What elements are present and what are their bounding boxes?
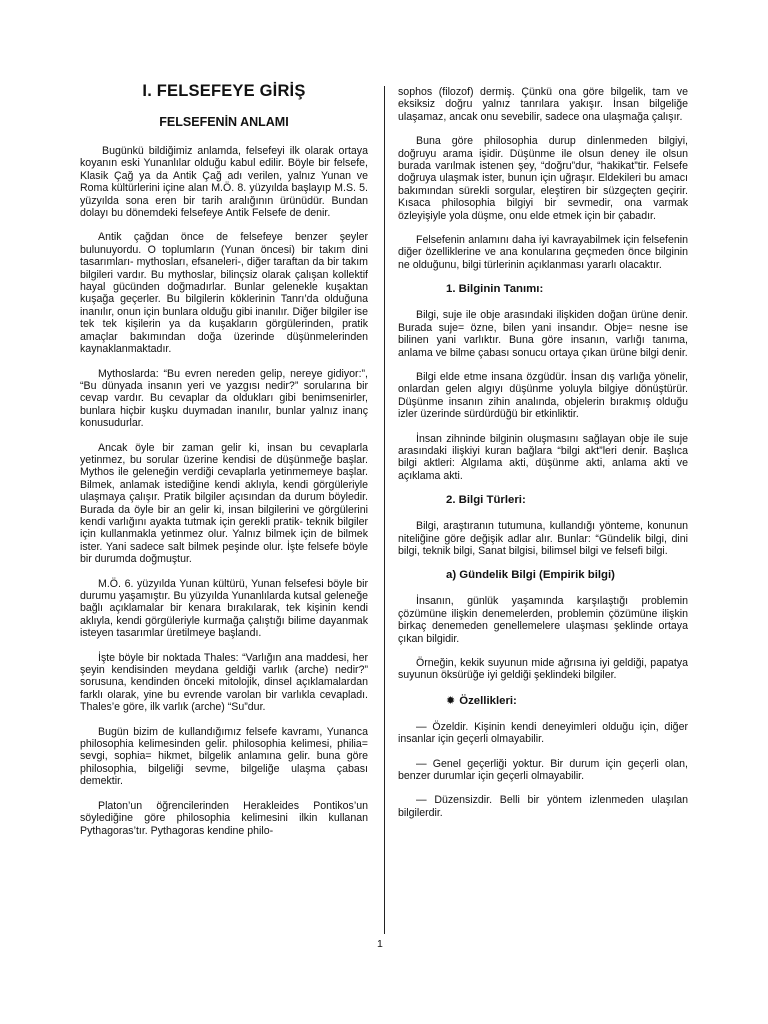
features-heading-label: Özellikleri: bbox=[459, 694, 517, 707]
paragraph: Platon’un öğrencilerinden Herakleides Pontikos’un söylediğine göre philosophia kelimesini ilkin kullanan Pythagoras’tır. Pythagoras kendine philo- bbox=[80, 799, 368, 837]
paragraph: İşte böyle bir noktada Thales: “Varlığın ana maddesi, her şeyin kendisinden meydana geldiği varlık (arche) nedir?” sorusuna, kendinden önceki mitolojik, dinsel açıklamalardan farklı olarak, yine bu evrende varolan bir varlıkla cevapladı. Thales’e göre, ilk varlık (arche) “Su”dur. bbox=[80, 651, 368, 714]
section-title: FELSEFENİN ANLAMI bbox=[159, 115, 289, 129]
feature-item: — Genel geçerliği yoktur. Bir durum için geçerli olan, benzer durumlar için geçerli olmayabilir. bbox=[398, 757, 688, 783]
paragraph: Mythoslarda: “Bu evren nereden gelip, nereye gidiyor:”, “Bu dünyada insanın yeri ve yazgısı nedir?” sorularına bir cevap vardır. Bu cevaplar da oldukları gibi benimsenirler, bunlara hiçbir kuşku duymadan inanılır, bunlar yalnız inanç konusudurlar. bbox=[80, 367, 368, 430]
heading-gundelik-bilgi: a) Gündelik Bilgi (Empirik bilgi) bbox=[446, 569, 615, 582]
chapter-title: I. FELSEFEYE GİRİŞ bbox=[142, 82, 306, 100]
paragraph: İnsanın, günlük yaşamında karşılaştığı problemin çözümüne ilişkin denemelerden, problemin çözümüne ilişkin birkaç denemeden genellemelere ulaşması şeklinde ortaya çıkan bilgidir. bbox=[398, 595, 688, 645]
paragraph: Bilgi, suje ile obje arasındaki ilişkiden doğan ürüne denir. Burada suje= özne, bilen yani insandır. Obje= nesne ise bilinen yani varlıktır. Buna göre insanın, varlığı tanıma, anlama ve bilme çabası sonucu ortaya çıkan ürüne bilgi denir. bbox=[398, 309, 688, 359]
paragraph: Buna göre philosophia durup dinlenmeden bilgiyi, doğruyu arama işidir. Düşünme ile olsun deney ile olsun burada varılmak istenen şey, “doğru”dur, “hakikat”tir. Felsefe doğruya ulaşmak ister, bunun için uğraşır. Eldekileri bu amacı bakımından sürekli sorgular, eleştiren bir süzgeçten geçirir. Kısaca philosophia bilgiyi bir sevmedir, ona varmak özleyişiyle yola düşme, onu elde etmek için bir çabadır. bbox=[398, 135, 688, 222]
paragraph: Örneğin, kekik suyunun mide ağrısına iyi geldiği, papatya suyunun öksürüğe iyi geldiği şeklindeki bilgiler. bbox=[398, 657, 688, 682]
heading-bilginin-tanimi: 1. Bilginin Tanımı: bbox=[446, 283, 544, 296]
paragraph: Bugünkü bildiğimiz anlamda, felsefeyi ilk olarak ortaya koyanın eski Yunanlılar olduğu kabul edilir. Böyle bir felsefe, Klasik Çağ ya da Antik Çağ adı verilen, yalnız Yunan ve Roma kültürlerini içine alan M.Ö. 8. yüzyılda başlayıp M.S. 5. yüzyılda sona eren bir tarih aralığının ürünüdür. Bundan dolayı bu dönemdeki felsefeye Antik Felsefe de denir. bbox=[80, 145, 368, 220]
paragraph: İnsan zihninde bilginin oluşmasını sağlayan obje ile suje arasındaki ilişkiyi kuran bağlara “bilgi akt”leri denir. Başlıca bilgi aktleri: Algılama akti, düşünme akti, anlama akti ve açıklama akti. bbox=[398, 432, 688, 482]
paragraph: Felsefenin anlamını daha iyi kavrayabilmek için felsefenin diğer özelliklerine ve ana konularına geçmeden önce bilginin ne olduğunu, bilgi türlerinin açıklanması yararlı olacaktır. bbox=[398, 234, 688, 271]
page-number: 1 bbox=[377, 938, 383, 950]
paragraph: Ancak öyle bir zaman gelir ki, insan bu cevaplarla yetinmez, bu sorular üzerine kendisi de düşünmeğe başlar. Mythos ile geleneğin verdiği cevaplarla yetinmemeye başlar. Bilmek, anlamak istediğine kendi aklıyla, kendi görgüleriyle ulaşmaya çalışır. Pratik bilgiler açısından da durum böyledir. Burada da öyle bir an gelir ki, insan bilgilerini ve görgülerini kendi varlığını ayakta tutmak için gerekli pratik- teknik bilgiler için kullanmakla yetinmez olur. Yalnız bilmek için de bilmek ister. Yani sadece salt bilmek peşinde olur. İşte felsefe böyle bir durumda doğmuştur. bbox=[80, 441, 368, 566]
asterisk-icon: ✹ bbox=[446, 694, 456, 707]
column-divider bbox=[384, 86, 385, 934]
paragraph: M.Ö. 6. yüzyılda Yunan kültürü, Yunan felsefesi böyle bir durumu yaşamıştır. Bu yüzyılda Yunanlılarda kutsal geleneğe bağlı açıklamalar bir kenara bırakılarak, tek kişinin kendi aklıyla, kendi görgüleriyle kurmağa çalıştığı bilime dayanmak isteyen tasarımlar üretilmeye başlandı. bbox=[80, 577, 368, 640]
left-column bbox=[80, 82, 368, 849]
paragraph: Bilgi elde etme insana özgüdür. İnsan dış varlığa yönelir, onlardan gelen algıyı düşünme yoluyla bilgiye dönüştürür. Düşünme insanın zihin analında, objelerin bırakmış olduğu izler üzerinde sürdürdüğü bir etkinliktir. bbox=[398, 370, 688, 421]
heading-bilgi-turleri: 2. Bilgi Türleri: bbox=[446, 494, 526, 507]
paragraph-continuation: sophos (filozof) dermiş. Çünkü ona göre bilgelik, tam ve eksiksiz doğru yalnız tanrılara yakışır. İnsan bilgeliğe ulaşamaz, ancak onu sevebilir, sadece ona ulaşmağa çalışır. bbox=[398, 86, 688, 123]
paragraph: Antik çağdan önce de felsefeye benzer şeyler bulunuyordu. O toplumların (Yunan öncesi) bir takım dini tasarımları- mythosları, efsaneleri-, diğer taraftan da bir takım bilgileri vardır. Bu mythoslar, bilinçsiz olarak çalışan kollektif hayal gücünden doğmadırlar. Bunlar gelenekle kuşaktan kuşağa geçerler. Bu bilgilerin köklerinin Tanrı’da olduğuna inanılır, onun için bunlara olduğu gibi inanılır. Diğer bilgiler ise tek tek kişilerin ya da kuşakların görgülerinden, pratik amaçlar bakımından doğa üzerinde düşünmelerinden kaynaklanmaktadır. bbox=[80, 231, 368, 356]
paragraph: Bilgi, araştıranın tutumuna, kullandığı yönteme, konunun niteliğine göre değişik adlar alır. Bunlar: “Gündelik bilgi, dini bilgi, teknik bilgi, Sanat bilgisi, bilimsel bilgi ve felsefi bilgi. bbox=[398, 520, 688, 557]
paragraph: Bugün bizim de kullandığımız felsefe kavramı, Yunanca philosophia kelimesinden gelir. philosophia kelimesi, philia= sevgi, sophia= hikmet, bilgelik anlamına gelir. buna göre philosophia, bilgeliği sevme, bilgeliğe ulaşma çabası demektir. bbox=[80, 725, 368, 788]
feature-item: — Düzensizdir. Belli bir yöntem izlenmeden ulaşılan bilgilerdir. bbox=[398, 794, 688, 819]
feature-item: — Özeldir. Kişinin kendi deneyimleri olduğu için, diğer insanlar için geçerli olmayabilir. bbox=[398, 720, 688, 746]
right-column bbox=[398, 86, 688, 831]
features-heading bbox=[398, 694, 688, 707]
